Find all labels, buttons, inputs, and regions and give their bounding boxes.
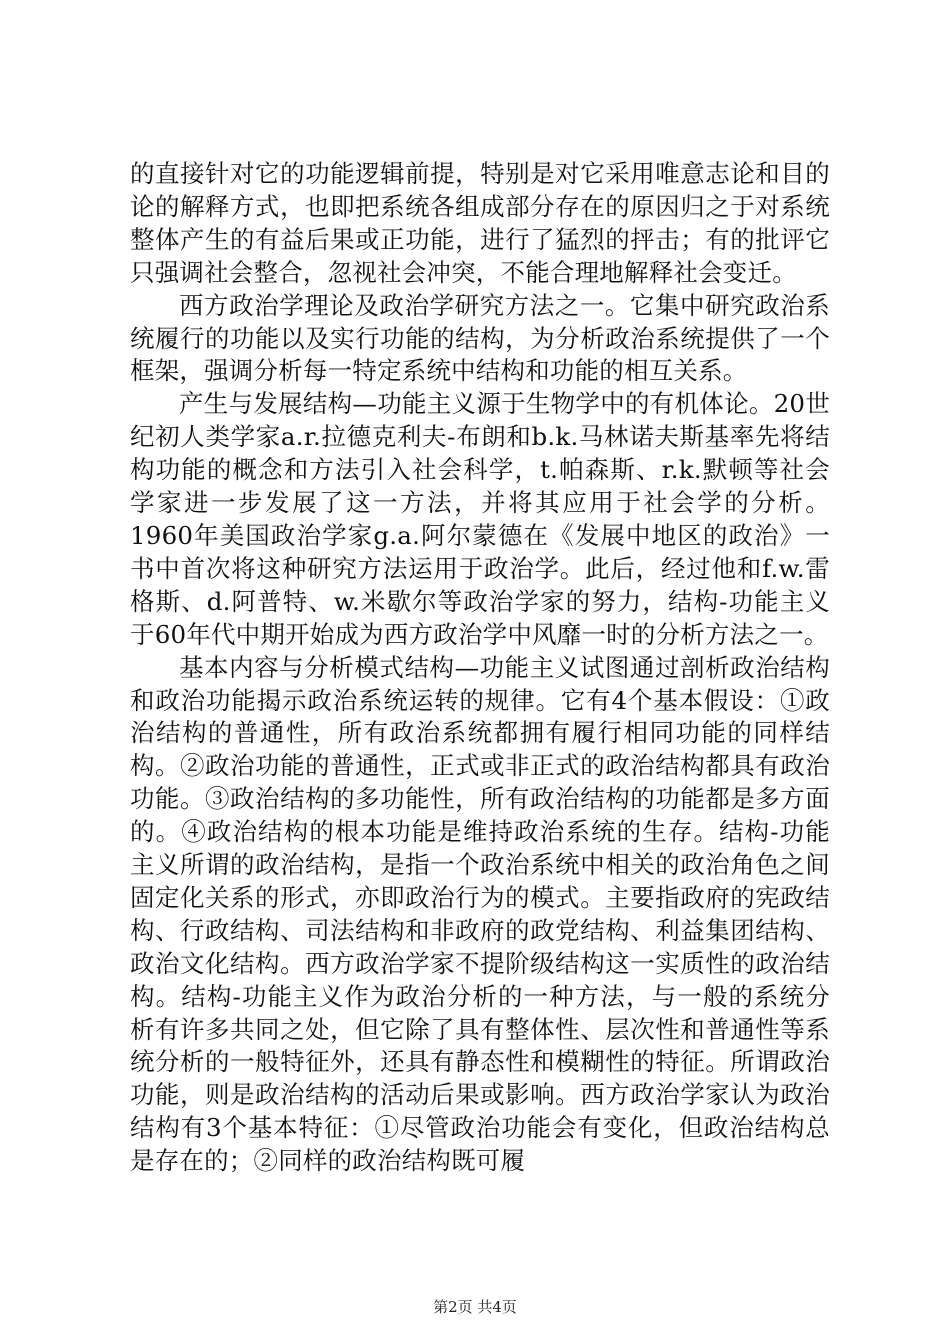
paragraph-origin-development: 产生与发展结构—功能主义源于生物学中的有机体论。20世纪初人类学家a.r.拉德克利夫-布朗和b.k.马林诺夫斯基率先将结构功能的概念和方法引入社会科学，t.帕森斯、r.k.默顿等社会学家进一步发展了这一方法，并将其应用于社会学的分析。1960年美国政治学家g.a.阿尔蒙德在《发展中地区的政治》一书中首次将这种研究方法运用于政治学。此后，经过他和f.w.雷格斯、d.阿普特、w.米歇尔等政治学家的努力，结构-功能主义于60年代中期开始成为西方政治学中风靡一时的分析方法之一。 <box>130 389 830 649</box>
paragraph-continuation: 的直接针对它的功能逻辑前提，特别是对它采用唯意志论和目的论的解释方式，也即把系统各组成部分存在的原因归之于对系统整体产生的有益后果或正功能，进行了猛烈的抨击；有的批评它只强调社会整合，忽视社会冲突，不能合理地解释社会变迁。 <box>130 159 830 287</box>
document-body <box>130 158 830 1178</box>
paragraph-basic-content: 基本内容与分析模式结构—功能主义试图通过剖析政治结构和政治功能揭示政治系统运转的规律。它有4个基本假设：①政治结构的普通性，所有政治系统都拥有履行相同功能的同样结构。②政治功能的普通性，正式或非正式的政治结构都具有政治功能。③政治结构的多功能性，所有政治结构的功能都是多方面的。④政治结构的根本功能是维持政治系统的生存。结构-功能主义所谓的政治结构，是指一个政治系统中相关的政治角色之间固定化关系的形式，亦即政治行为的模式。主要指政府的宪政结构、行政结构、司法结构和非政府的政党结构、利益集团结构、政治文化结构。西方政治学家不提阶级结构这一实质性的政治结构。结构-功能主义作为政治分析的一种方法，与一般的系统分析有许多共同之处，但它除了具有整体性、层次性和普通性等系统分析的一般特征外，还具有静态性和模糊性的特征。所谓政治功能，则是政治结构的活动后果或影响。西方政治学家认为政治结构有3个基本特征：①尽管政治功能会有变化，但政治结构总是存在的；②同样的政治结构既可履 <box>130 652 830 1176</box>
paragraph-definition: 西方政治学理论及政治学研究方法之一。它集中研究政治系统履行的功能以及实行功能的结构，为分析政治系统提供了一个框架，强调分析每一特定系统中结构和功能的相互关系。 <box>130 290 830 386</box>
page-number-footer: 第2页 共4页 <box>433 1298 517 1316</box>
